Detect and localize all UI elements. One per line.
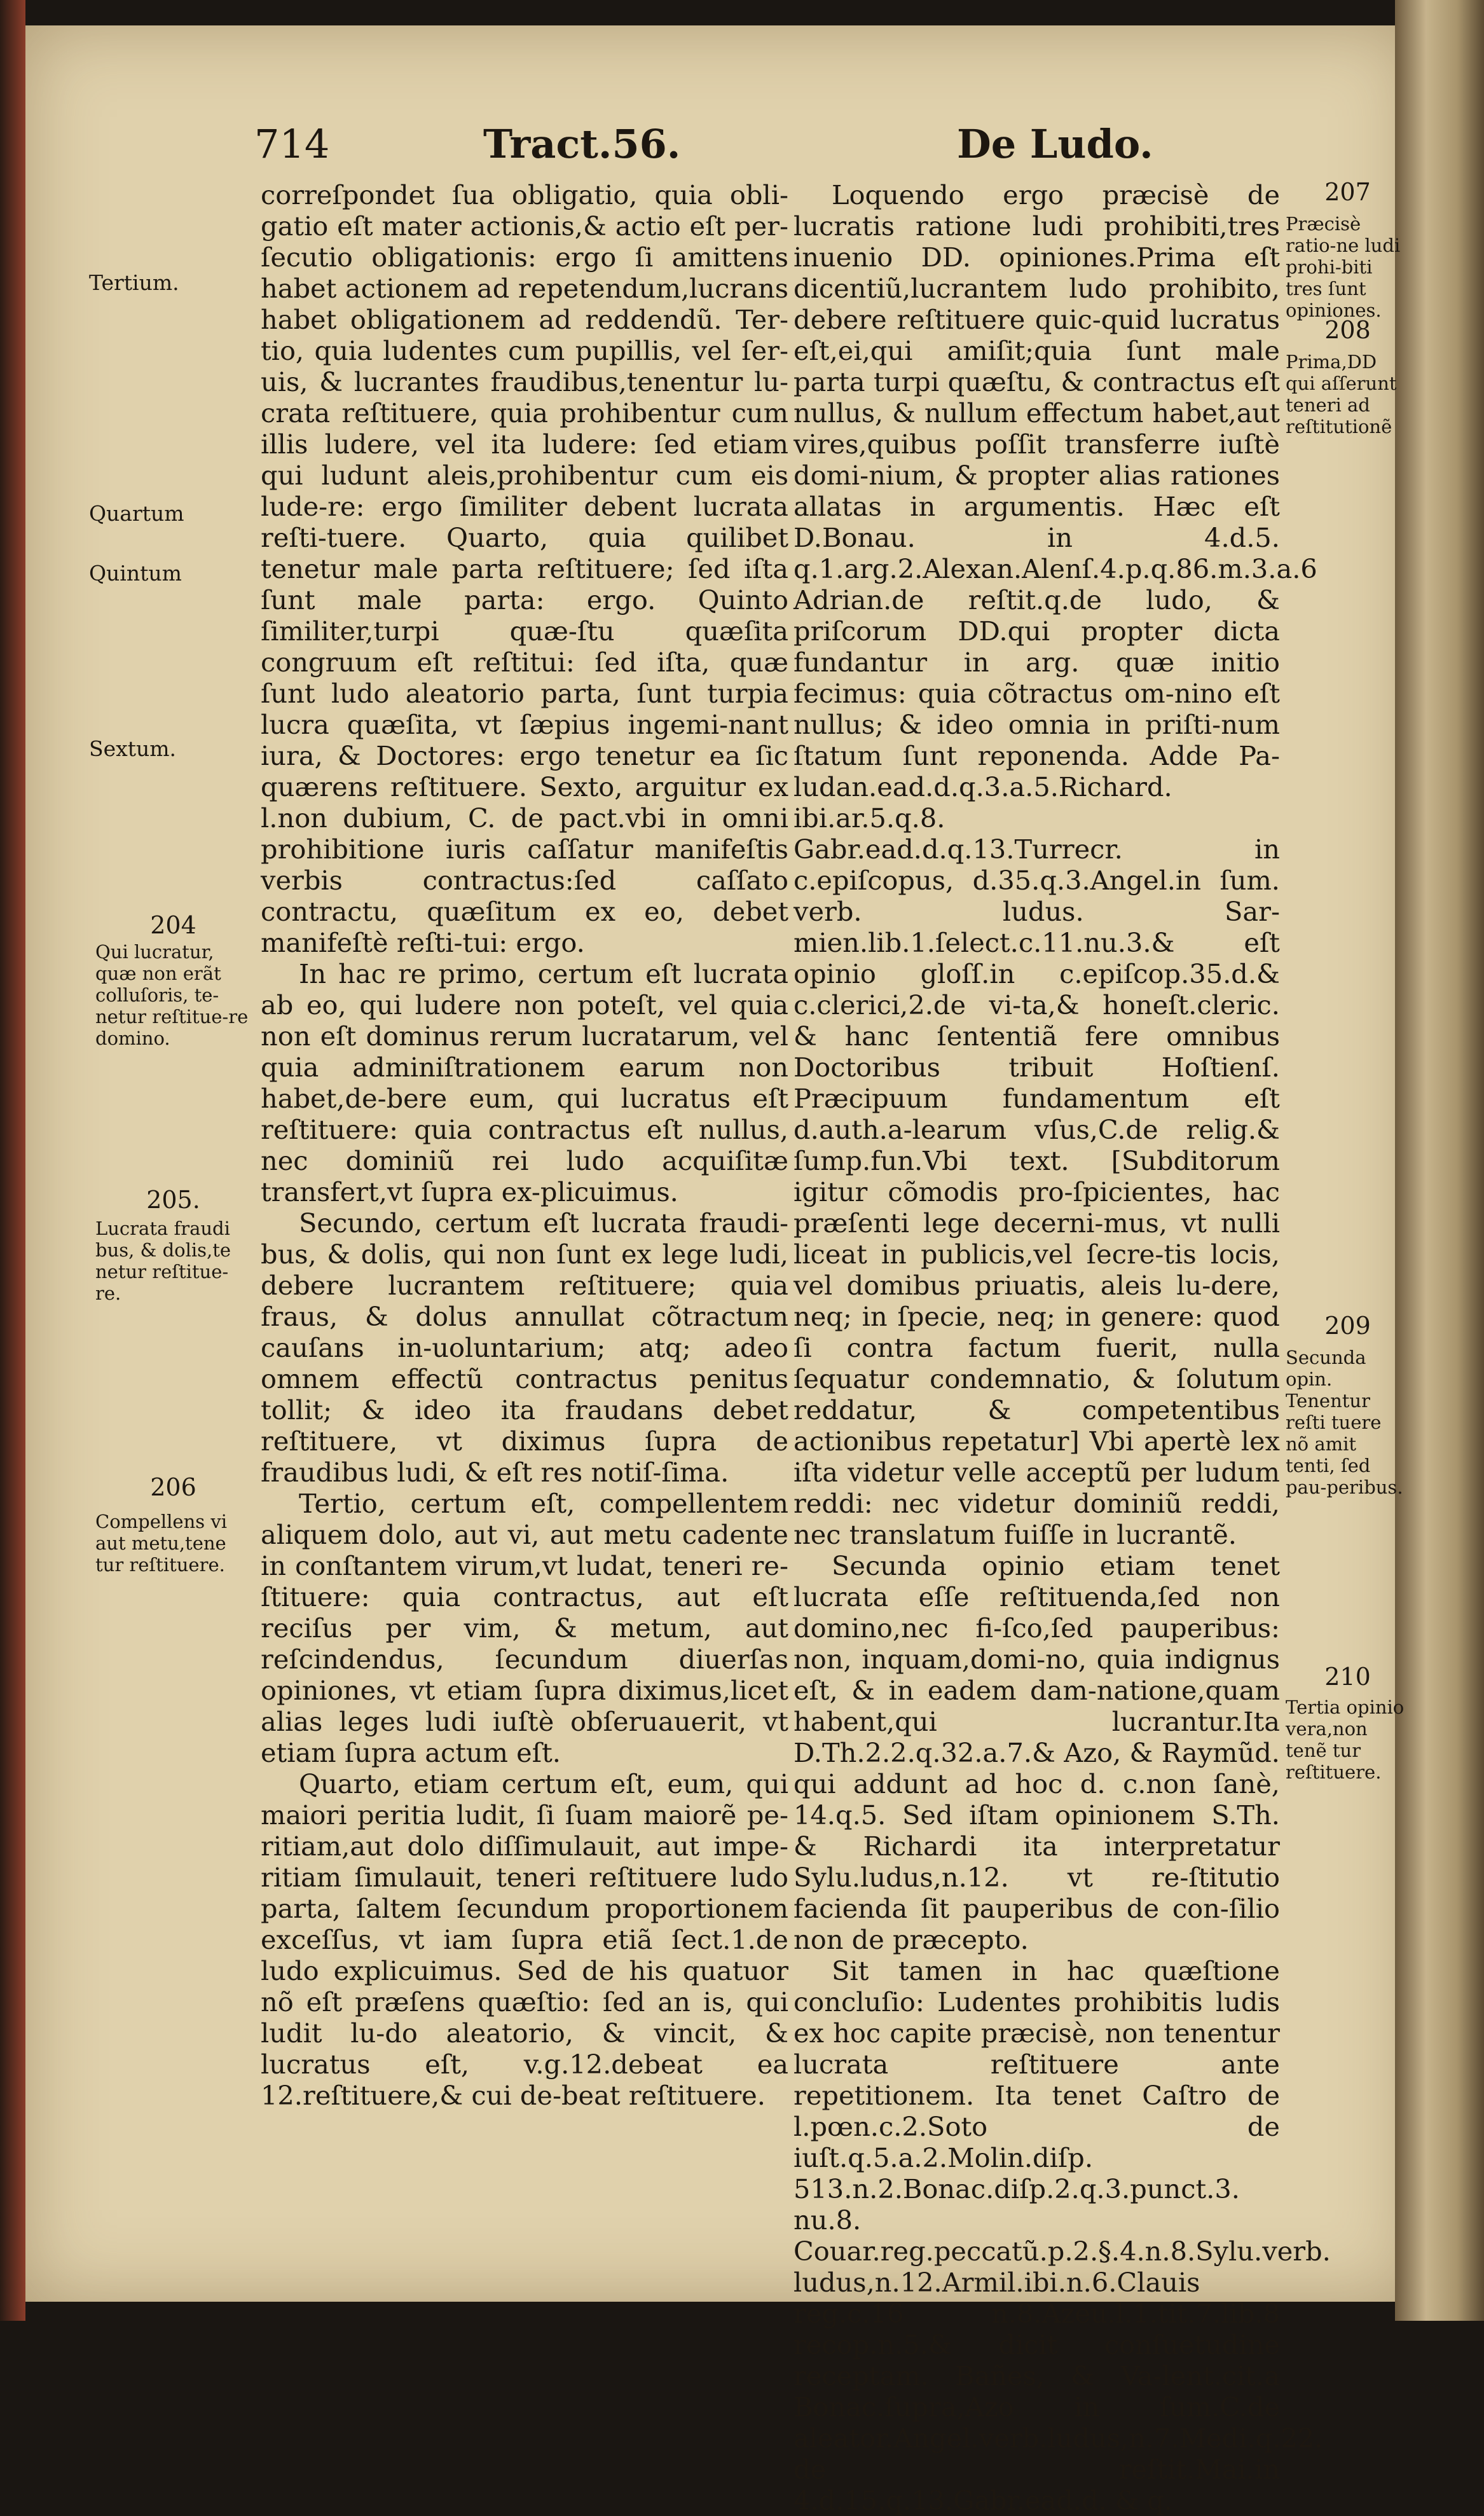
- margin-note-205: Lucrata fraudi bus, & dolis,te netur reſtitue-re.: [95, 1218, 231, 1304]
- paragraph: Secundo, certum eſt lucrata fraudi-bus, & dolis, qui non ſunt ex lege ludi, debere lucrantem reſtituere; quia fraus, & dolus annullat cõtractum cauſans in-uoluntarium; atq; adeo omnem effectũ contractus penitus tollit; & ideo ita fraudans debet reſtituere, vt diximus ſupra de fraudibus ludi, & eſt res notiſ-ſima.: [261, 1207, 788, 1488]
- margin-note-206: Compellens vi aut metu,tene tur reſtituere.: [95, 1511, 228, 1576]
- paragraph: Tertio, certum eſt, compellentem aliquem dolo, aut vi, aut metu cadente in conſtantem virum,vt ludat, teneri re-ſtituere: quia contractus, aut eſt reciſus per vim, & metum, aut reſcindendus, ſecundum diuerſas opiniones, vt etiam ſupra diximus,licet alias leges ludi iuſtè obſeruauerit, vt etiam ſupra actum eſt.: [261, 1488, 788, 1768]
- margin-number-205: 205.: [146, 1186, 200, 1214]
- left-text-column: [261, 179, 788, 2111]
- margin-number-210: 210: [1324, 1663, 1371, 1691]
- margin-note-208: Prima,DD qui aſſerunt teneri ad reſtitutionẽ: [1286, 351, 1397, 437]
- margin-number-207: 207: [1324, 178, 1371, 206]
- paragraph: Secunda opinio etiam tenet lucrata eſſe reſtituenda,ſed non domino,nec fi-ſco,ſed pauperibus: non, inquam,domi-no, quia indignus eſt, & in eadem dam-natione,quam habent,qui lucrantur.Ita D.Th.2.2.q.32.a.7.& Azo, & Raymũd. qui addunt ad hoc d. c.non ſanè, 14.q.5. Sed iſtam opinionem S.Th. & Richardi ita interpretatur Sylu.ludus,n.12. vt re-ſtitutio facienda ſit pauperibus de con-ſilio non de præcepto.: [794, 1550, 1280, 1955]
- running-title-left: Tract.56.: [483, 121, 681, 167]
- paragraph: correſpondet ſua obligatio, quia obli-gatio eſt mater actionis,& actio eſt per-ſecutio obligationis: ergo ſi amittens habet actionem ad repetendum,lucrans habet obligationem ad reddendũ. Ter-tio, quia ludentes cum pupillis, vel ſer-uis, & lucrantes fraudibus,tenentur lu-crata reſtituere, quia prohibentur cum illis ludere, vel ita ludere: ſed etiam qui ludunt aleis,prohibentur cum eis lude-re: ergo ſimiliter debent lucrata reſti-tuere. Quarto, quia quilibet tenetur male parta reſtituere; ſed iſta ſunt male parta: ergo. Quinto ſimiliter,turpi quæ-ſtu quæſita congruum eſt reſtitui: ſed iſta, quæ ſunt ludo aleatorio parta, ſunt turpia lucra quæſita, vt ſæpius ingemi-nant iura, & Doctores: ergo tenetur ea ſic quærens reſtituere. Sexto, arguitur ex l.non dubium, C. de pact.vbi in omni prohibitione iuris caſſatur manifeſtis verbis contractus:ſed caſſato contractu, quæſitum ex eo, debet manifeſtè reſti-tui: ergo.: [261, 179, 788, 958]
- paragraph: Loquendo ergo præcisè de lucratis ratione ludi prohibiti,tres inuenio DD. opiniones.Prima eſt dicentiũ,lucrantem ludo prohibito, debere reſtituere quic-quid lucratus eſt,ei,qui amiſit;quia ſunt male parta turpi quæſtu, & contractus eſt nullus, & nullum effectum habet,aut vires,quibus poſſit transferre iuſtè domi-nium, & propter alias rationes allatas in argumentis. Hæc eſt D.Bonau. in 4.d.5. q.1.arg.2.Alexan.Alenſ.4.p.q.86.m.3.a.6 Adrian.de reſtit.q.de ludo, & priſcorum DD.qui propter dicta fundantur in arg. quæ initio fecimus: quia cõtractus om-nino eſt nullus; & ideo omnia in priſti-num ſtatum ſunt reponenda. Adde Pa-ludan.ead.d.q.3.a.5.Richard. ibi.ar.5.q.8. Gabr.ead.d.q.13.Turrecr. in c.epiſcopus, d.35.q.3.Angel.in ſum. verb. ludus. Sar-mien.lib.1.ſelect.c.11.nu.3.& eſt opinio gloſſ.in c.epiſcop.35.d.& c.clerici,2.de vi-ta,& honeſt.cleric. & hanc ſententiã fere omnibus Doctoribus tribuit Hoſtienſ. Præcipuum fundamentum eſt d.auth.a-learum vſus,C.de relig.& ſump.fun.Vbi text. [Subditorum igitur cõmodis pro-ſpicientes, hac præſenti lege decerni-mus, vt nulli liceat in publicis,vel ſecre-tis locis, vel domibus priuatis, aleis lu-dere, neq; in ſpecie, neq; in genere: quod ſi contra factum fuerit, nulla ſequatur condemnatio, & ſolutum reddatur, & competentibus actionibus repetatur] Vbi apertè lex iſta videtur velle acceptũ per ludum reddi: nec videtur dominiũ reddi, nec translatum fuiſſe in lucrantẽ.: [794, 179, 1317, 1550]
- right-text-column: [794, 179, 1331, 2516]
- book-edge: [0, 0, 25, 2321]
- paragraph: In hac re primo, certum eſt lucrata ab eo, qui ludere non poteſt, vel quia non eſt dominus rerum lucratarum, vel quia adminiſtrationem earum non habet,de-bere eum, qui lucratus eſt reſtituere: quia contractus eſt nullus, nec dominiũ rei ludo acquiſitæ transfert,vt ſupra ex-plicuimus.: [261, 958, 788, 1207]
- margin-label-tertium: Tertium.: [89, 270, 179, 295]
- margin-note-209: Secunda opin. Tenentur reſti tuere nõ amit tenti, ſed pau-peribus.: [1286, 1347, 1403, 1498]
- book-gutter: [1395, 0, 1484, 2321]
- margin-number-208: 208: [1324, 316, 1371, 344]
- margin-number-206: 206: [150, 1473, 196, 1501]
- margin-label-quartum: Quartum: [89, 501, 184, 526]
- margin-number-204: 204: [150, 911, 196, 939]
- margin-note-210: Tertia opinio vera,non tenẽ tur reſtituere.: [1286, 1696, 1405, 1783]
- margin-note-204: Qui lucratur, quæ non erãt colluſoris, te-netur reſtitue-re domino.: [95, 941, 249, 1049]
- page-number: 714: [254, 121, 330, 167]
- margin-label-quintum: Quintum: [89, 561, 182, 586]
- margin-label-sextum: Sextum.: [89, 736, 177, 761]
- margin-number-209: 209: [1324, 1312, 1371, 1340]
- paragraph: Quarto, etiam certum eſt, eum, qui maiori peritia ludit, ſi ſuam maiorẽ pe-ritiam,aut dolo diſſimulauit, aut impe-ritiam ſimulauit, teneri reſtituere ludo parta, ſaltem ſecundum proportionem exceſſus, vt iam ſupra etiã ſect.1.de ludo explicuimus. Sed de his quatuor nõ eſt præſens quæſtio: ſed an is, qui ludit lu-do aleatorio, & vincit, & lucratus eſt, v.g.12.debeat ea 12.reſtituere,& cui de-beat reſtituere.: [261, 1768, 788, 2111]
- running-title-right: De Ludo.: [957, 121, 1153, 167]
- running-header: [0, 121, 1484, 178]
- margin-note-207: Præcisè ratio-ne ludi prohi-biti tres ſunt opiniones.: [1286, 213, 1401, 321]
- paragraph: Sit tamen in hac quæſtione concluſio: Ludentes prohibitis ludis ex hoc capite præcisè, non tenentur lucrata reſtituere ante repetitionem. Ita tenet Caſtro de l.pœn.c.2.Soto de iuſt.q.5.a.2.Molin.diſp. 513.n.2.Bonac.diſp.2.q.3.punct.3. nu.8. Couar.reg.peccatũ.p.2.§.4.n.8.Sylu.verb. ludus,n.12.Armil.ibi.n.6.Clauis reg.c.16 n.8.Azeu.l.1.tit.7.lib.8 recop.n.5.& dicit conſuetudine receptam. Bañes, & Va-lent.cit.a Bonac.ſupra,Azo in ſum.C.de aleator.Angel.verb.ludus,n.7.Medi.q.22. de reſtit.Mai.in 4.d.15.q.13.Gabr.ead.d. & q.: [794, 1955, 1331, 2516]
